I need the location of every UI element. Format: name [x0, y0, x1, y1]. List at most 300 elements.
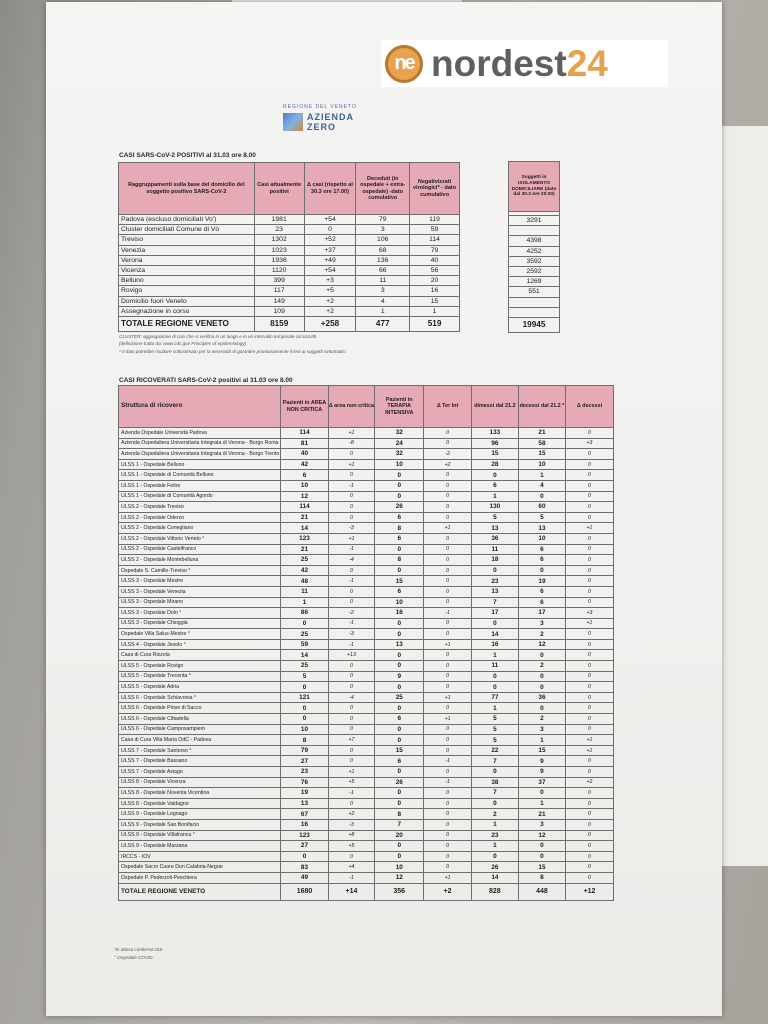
table-cell: 0: [566, 682, 614, 693]
table-cell: Vicenza: [119, 265, 255, 275]
table-cell: 0: [328, 491, 375, 502]
table-cell: 0: [566, 565, 614, 576]
table-cell: 77: [471, 692, 518, 703]
table-cell: 0: [566, 544, 614, 555]
azienda-zero-logo: [283, 104, 363, 132]
table-row: [509, 287, 560, 297]
table-row: [119, 555, 614, 566]
table-cell: -2: [328, 608, 375, 619]
table-cell: 0: [375, 703, 424, 714]
table-cell: Azienda Ospedale Università Padova: [119, 428, 281, 439]
azienda-name-2: ZERO: [307, 122, 337, 132]
table-cell: 1: [471, 841, 518, 852]
table-cell: 0: [518, 491, 565, 502]
table-cell: 1269: [509, 277, 560, 287]
table-cell: Ospedale Villa Salus-Mestre °: [119, 629, 281, 640]
table-cell: 0: [328, 597, 375, 608]
table-cell: 0: [424, 650, 472, 661]
table-cell: +2: [304, 296, 356, 306]
table-cell: 28: [471, 459, 518, 470]
table-cell: 2592: [509, 266, 560, 276]
table-cell: 40: [281, 449, 328, 460]
table-cell: 7: [471, 788, 518, 799]
table-cell: 0: [424, 830, 472, 841]
table-cell: 0: [375, 661, 424, 672]
table-row: [119, 286, 460, 296]
table-cell: 15: [375, 576, 424, 587]
table-cell: 0: [566, 862, 614, 873]
table-cell: +1: [424, 692, 472, 703]
table-cell: 6: [375, 512, 424, 523]
table-row: [509, 277, 560, 287]
logo-name: nordest: [431, 42, 567, 84]
table-row: [119, 438, 614, 449]
table1-title: CASI SARS-CoV-2 POSITIVI al 31.03 ore 8.00: [119, 152, 256, 159]
positive-cases-table: [118, 162, 460, 332]
table-cell: 0: [328, 565, 375, 576]
table-cell: 49: [281, 872, 328, 883]
azienda-name-1: AZIENDA: [307, 112, 354, 122]
table-cell: 133: [471, 428, 518, 439]
table-cell: 0: [566, 671, 614, 682]
table-cell: -4: [328, 555, 375, 566]
table-cell: 20: [375, 830, 424, 841]
table-cell: +1: [328, 428, 375, 439]
table-cell: 1: [471, 703, 518, 714]
header-cell: Δ decessi: [566, 386, 614, 428]
table-row: [119, 714, 614, 725]
table-row: [119, 671, 614, 682]
table-cell: 3: [518, 724, 565, 735]
table-cell: 79: [281, 745, 328, 756]
table-cell: ULSS 3 - Ospedale Venezia: [119, 586, 281, 597]
header-cell: Raggruppamenti sulla base del domicilio del soggetto positivo SARS-CoV-2: [119, 163, 255, 215]
table-cell: Azienda Ospedaliera Universitaria Integrata di Verona - Borgo Roma: [119, 438, 281, 449]
table-cell: 0: [328, 470, 375, 481]
table-cell: 26: [471, 862, 518, 873]
table-cell: 0: [424, 862, 472, 873]
table-cell: -1: [328, 872, 375, 883]
table-row: [119, 235, 460, 245]
table-cell: 79: [356, 215, 410, 225]
table-cell: 1: [471, 650, 518, 661]
table-cell: 11: [471, 544, 518, 555]
table-cell: -1: [424, 756, 472, 767]
table-cell: 76: [281, 777, 328, 788]
table-cell: 123: [281, 830, 328, 841]
table-cell: 13: [471, 586, 518, 597]
table-cell: +1: [566, 523, 614, 534]
table-cell: +54: [304, 215, 356, 225]
table-cell: ULSS 9 - Ospedale San Bonifacio: [119, 819, 281, 830]
table-cell: 13: [281, 798, 328, 809]
table-cell: ULSS 6 - Ospedale Piove di Sacco: [119, 703, 281, 714]
table-cell: 3: [518, 819, 565, 830]
table-row: [119, 788, 614, 799]
table-cell: Casa di Cura Rizzola: [119, 650, 281, 661]
table-cell: 13: [375, 639, 424, 650]
table-cell: 14: [281, 523, 328, 534]
table-cell: 1023: [254, 245, 304, 255]
table-cell: +5: [304, 286, 356, 296]
table-cell: 37: [518, 777, 565, 788]
table-row: [119, 872, 614, 883]
table-cell: 15: [410, 296, 460, 306]
table-cell: Ospedale S. Camillo-Treviso °: [119, 565, 281, 576]
table-cell: 0: [518, 788, 565, 799]
table-cell: Venezia: [119, 245, 255, 255]
table-cell: Ospedale Sacro Cuore Don Calabria-Negrar: [119, 862, 281, 873]
table3-title: CASI RICOVERATI SARS-CoV-2 positivi al 31.03 ore 8.00: [119, 377, 293, 384]
table-cell: 0: [281, 714, 328, 725]
table-cell: 13: [518, 523, 565, 534]
total-cell: TOTALE REGIONE VENETO: [119, 883, 281, 900]
table-cell: 25: [281, 661, 328, 672]
table-cell: [509, 297, 560, 307]
table-cell: 149: [254, 296, 304, 306]
table-row: [509, 307, 560, 317]
table-cell: 0: [375, 682, 424, 693]
table-cell: 21: [281, 544, 328, 555]
table-cell: +1: [328, 533, 375, 544]
table-cell: 60: [518, 502, 565, 513]
table-cell: 0: [328, 703, 375, 714]
total-cell: TOTALE REGIONE VENETO: [119, 316, 255, 331]
footnote-line: ° Ospedale COVID: [114, 955, 153, 960]
table-cell: 0: [375, 841, 424, 852]
table-cell: 17: [471, 608, 518, 619]
table-cell: 8: [375, 523, 424, 534]
table-row: [119, 862, 614, 873]
table-row: [119, 650, 614, 661]
table-cell: 123: [281, 533, 328, 544]
table-cell: -3: [328, 819, 375, 830]
table-cell: 130: [471, 502, 518, 513]
table-cell: 0: [566, 639, 614, 650]
table-cell: 68: [356, 245, 410, 255]
table-cell: 26: [375, 777, 424, 788]
table-cell: ULSS 2 - Ospedale Treviso: [119, 502, 281, 513]
total-cell: +14: [328, 883, 375, 900]
table-cell: ULSS 6 - Ospedale Camposampiero: [119, 724, 281, 735]
table-cell: 5: [471, 714, 518, 725]
table-cell: ULSS 7 - Ospedale Santorso °: [119, 745, 281, 756]
table-cell: +7: [328, 735, 375, 746]
table-row: [119, 265, 460, 275]
table-cell: 10: [375, 862, 424, 873]
total-cell: +12: [566, 883, 614, 900]
table-cell: 0: [566, 830, 614, 841]
table-row: [119, 449, 614, 460]
table-cell: Azienda Ospedaliera Universitaria Integrata di Verona - Borgo Trento: [119, 449, 281, 460]
table-cell: 0: [566, 798, 614, 809]
table-cell: 8: [281, 735, 328, 746]
table-cell: 0: [566, 661, 614, 672]
table-cell: 0: [471, 470, 518, 481]
table-cell: 0: [518, 650, 565, 661]
table-cell: 0: [566, 470, 614, 481]
table-cell: 38: [471, 777, 518, 788]
total-cell: 448: [518, 883, 565, 900]
table-cell: 114: [410, 235, 460, 245]
table-cell: 25: [281, 629, 328, 640]
table-cell: 0: [566, 597, 614, 608]
table-row: [119, 523, 614, 534]
table-cell: 10: [375, 597, 424, 608]
table-cell: 20: [410, 276, 460, 286]
total-cell: +2: [424, 883, 472, 900]
table-cell: -1: [328, 576, 375, 587]
table-cell: 4: [518, 480, 565, 491]
table-cell: +37: [304, 245, 356, 255]
header-cell: Δ area non critica: [328, 386, 375, 428]
table-row: [119, 703, 614, 714]
table-row: [119, 830, 614, 841]
table-cell: 0: [471, 682, 518, 693]
table-cell: ULSS 1 - Ospedale Feltre: [119, 480, 281, 491]
table-cell: 67: [281, 809, 328, 820]
table-cell: Verona: [119, 255, 255, 265]
table-cell: 3: [356, 225, 410, 235]
table-cell: 0: [375, 735, 424, 746]
table-cell: 0: [424, 428, 472, 439]
region-label: REGIONE DEL VENETO: [283, 104, 357, 110]
table-row: [509, 246, 560, 256]
table-cell: 0: [566, 819, 614, 830]
table-cell: 0: [424, 565, 472, 576]
table-row: [119, 502, 614, 513]
total-row: [509, 317, 560, 332]
table-cell: 0: [328, 851, 375, 862]
table-cell: 14: [471, 872, 518, 883]
table-cell: +3: [304, 276, 356, 286]
table-row: [119, 767, 614, 778]
table-cell: 0: [424, 438, 472, 449]
table-cell: 0: [281, 618, 328, 629]
table-cell: ULSS 7 - Ospedale Bassano: [119, 756, 281, 767]
table-cell: 106: [356, 235, 410, 245]
header-cell: Pazienti in TERAPIA INTENSIVA: [375, 386, 424, 428]
table-cell: 0: [424, 671, 472, 682]
table-cell: 0: [328, 671, 375, 682]
table-cell: 0: [471, 798, 518, 809]
logo-wordmark: [431, 43, 608, 85]
table-cell: 10: [375, 459, 424, 470]
table-cell: ULSS 2 - Ospedale Oderzo: [119, 512, 281, 523]
table-cell: 3291: [509, 216, 560, 226]
table-cell: Belluno: [119, 276, 255, 286]
table-row: [119, 608, 614, 619]
table-cell: 42: [281, 565, 328, 576]
table-cell: 0: [424, 788, 472, 799]
table-row: [119, 544, 614, 555]
table-row: [509, 216, 560, 226]
table-cell: 0: [424, 502, 472, 513]
table-cell: 0: [424, 682, 472, 693]
table-cell: 19: [281, 788, 328, 799]
table-cell: 1981: [254, 215, 304, 225]
table-cell: 0: [328, 756, 375, 767]
table-cell: 16: [410, 286, 460, 296]
table-cell: 22: [471, 745, 518, 756]
table-cell: 59: [410, 225, 460, 235]
table-cell: -3: [328, 629, 375, 640]
table-cell: 17: [518, 608, 565, 619]
table-cell: 109: [254, 306, 304, 316]
table-cell: 12: [375, 872, 424, 883]
table-cell: 0: [566, 851, 614, 862]
header-cell: Deceduti (in ospedale + extra-ospedale) -dato cumulativo: [356, 163, 410, 215]
table-cell: 0: [566, 512, 614, 523]
table-row: [119, 470, 614, 481]
table-cell: 0: [566, 692, 614, 703]
table-cell: 0: [424, 661, 472, 672]
table-cell: 0: [518, 565, 565, 576]
table-cell: 0: [424, 819, 472, 830]
table-row: [119, 225, 460, 235]
table-cell: +5: [328, 841, 375, 852]
table-cell: 0: [471, 618, 518, 629]
table-cell: 23: [281, 767, 328, 778]
table-cell: 1: [471, 819, 518, 830]
table-cell: 0: [471, 851, 518, 862]
table-cell: 11: [281, 586, 328, 597]
table-cell: 0: [518, 703, 565, 714]
table-cell: 0: [566, 767, 614, 778]
table-cell: 23: [471, 576, 518, 587]
table-cell: 56: [410, 265, 460, 275]
total-row: [119, 316, 460, 331]
total-cell: 828: [471, 883, 518, 900]
table-cell: 27: [281, 841, 328, 852]
total-cell: 19945: [509, 317, 560, 332]
table-cell: 0: [375, 650, 424, 661]
table-cell: -1: [328, 618, 375, 629]
table-row: [119, 215, 460, 225]
table-cell: Padova (escluso domiciliati Vo'): [119, 215, 255, 225]
table-cell: 0: [424, 618, 472, 629]
table-cell: 2: [471, 809, 518, 820]
table-cell: 0: [566, 555, 614, 566]
table-cell: 1: [281, 597, 328, 608]
total-cell: +258: [304, 316, 356, 331]
table-cell: 25: [375, 692, 424, 703]
table-row: [509, 236, 560, 246]
table-cell: 4: [356, 296, 410, 306]
table-cell: -8: [328, 438, 375, 449]
table-cell: +5: [328, 777, 375, 788]
table-cell: 0: [424, 586, 472, 597]
table-cell: 0: [375, 544, 424, 555]
table-row: [119, 459, 614, 470]
table-cell: +1: [424, 714, 472, 725]
table-cell: 5: [471, 512, 518, 523]
table-cell: 0: [424, 597, 472, 608]
table-cell: 0: [281, 682, 328, 693]
table-cell: 0: [328, 724, 375, 735]
table-cell: 0: [328, 449, 375, 460]
header-cell: dimessi dal 21.2: [471, 386, 518, 428]
table-row: [119, 629, 614, 640]
table-cell: +13: [328, 650, 375, 661]
table-cell: [509, 307, 560, 317]
table-cell: 1302: [254, 235, 304, 245]
table-cell: ULSS 2 - Ospedale Conegliano: [119, 523, 281, 534]
table-cell: 6: [471, 480, 518, 491]
table-cell: +49: [304, 255, 356, 265]
table-cell: 13: [471, 523, 518, 534]
isolation-header: Soggetti in ISOLAMENTO DOMICILIARE (dato dal 30.3 ore 20.00): [509, 162, 560, 212]
table-cell: 0: [518, 671, 565, 682]
table-cell: 1: [356, 306, 410, 316]
background-paper-right: [718, 126, 768, 866]
table-cell: 0: [566, 459, 614, 470]
table-cell: 0: [566, 703, 614, 714]
table-cell: 23: [254, 225, 304, 235]
table-cell: 0: [328, 745, 375, 756]
total-cell: 519: [410, 316, 460, 331]
table-cell: 551: [509, 287, 560, 297]
table-cell: 0: [328, 798, 375, 809]
table-cell: +1: [328, 767, 375, 778]
table-cell: +1: [424, 523, 472, 534]
table-cell: +1: [424, 639, 472, 650]
table-cell: 3: [518, 618, 565, 629]
table-cell: 399: [254, 276, 304, 286]
table-row: [119, 618, 614, 629]
header-cell: Negativizzati virologici* - dato cumulativo: [410, 163, 460, 215]
table-cell: 1: [410, 306, 460, 316]
table-cell: 0: [566, 576, 614, 587]
table-cell: 66: [356, 265, 410, 275]
table-cell: IRCCS - IOV: [119, 851, 281, 862]
table-cell: 0: [566, 449, 614, 460]
total-row: [119, 883, 614, 900]
table-cell: 0: [471, 565, 518, 576]
table-cell: ULSS 1 - Ospedale di Comunità Agordo: [119, 491, 281, 502]
table-cell: +1: [566, 735, 614, 746]
table-cell: 24: [375, 438, 424, 449]
table-cell: ULSS 1 - Ospedale Belluno: [119, 459, 281, 470]
table-cell: 6: [518, 586, 565, 597]
table-cell: 0: [424, 841, 472, 852]
table-cell: 9: [375, 671, 424, 682]
table-cell: 2: [518, 629, 565, 640]
table-cell: 14: [281, 650, 328, 661]
table-cell: 6: [375, 714, 424, 725]
table-row: [509, 297, 560, 307]
table-cell: 117: [254, 286, 304, 296]
table-cell: 0: [328, 661, 375, 672]
table-row: [119, 586, 614, 597]
header-cell: Δ casi (rispetto al 30.3 ore 17.00): [304, 163, 356, 215]
table-row: [119, 724, 614, 735]
table-cell: 15: [518, 745, 565, 756]
table1-notes: [119, 333, 519, 355]
table-cell: +1: [566, 618, 614, 629]
table-cell: -1: [424, 777, 472, 788]
table-cell: Ospedale P. Pederzoli-Peschiera: [119, 872, 281, 883]
table-cell: 79: [410, 245, 460, 255]
table-cell: 7: [471, 756, 518, 767]
table-cell: 0: [424, 555, 472, 566]
table-cell: 0: [566, 629, 614, 640]
table-cell: 0: [424, 470, 472, 481]
table-cell: 42: [281, 459, 328, 470]
table-cell: 12: [281, 491, 328, 502]
table-cell: 136: [356, 255, 410, 265]
hospitalized-cases-table: [118, 385, 614, 901]
